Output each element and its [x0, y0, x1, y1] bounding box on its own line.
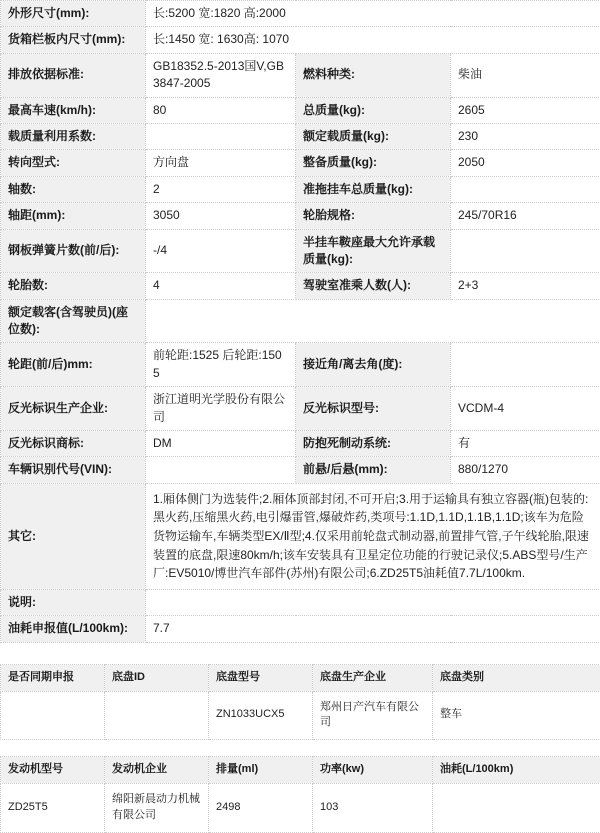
spec-value-approach-departure-angle	[451, 343, 600, 387]
spec-value-curb-weight: 2050	[451, 150, 600, 176]
table-row	[1, 1, 600, 27]
spec-value-trailer-total-mass	[451, 176, 600, 202]
chassis-header-model: 底盘型号	[209, 664, 313, 691]
chassis-cell-manufacturer: 郑州日产汽车有限公司	[313, 691, 433, 740]
chassis-header-same-period: 是否同期申报	[1, 664, 105, 691]
engine-cell-power: 103	[313, 784, 433, 833]
spec-label-max-speed: 最高车速(km/h):	[1, 97, 146, 123]
spec-label-reflective-marking-manufacturer: 反光标识生产企业:	[1, 387, 146, 431]
chassis-header-id: 底盘ID	[105, 664, 209, 691]
spec-value-front-rear-overhang: 880/1270	[451, 457, 600, 483]
spec-label-wheelbase: 轴距(mm):	[1, 203, 146, 229]
spec-value-fuel-type: 柴油	[451, 53, 600, 97]
spec-value-declared-fuel-consumption: 7.7	[146, 616, 600, 642]
table-row	[1, 589, 600, 615]
engine-cell-model: ZD25T5	[1, 784, 105, 833]
spec-value-cab-passengers: 2+3	[451, 273, 600, 299]
spec-label-leaf-springs: 钢板弹簧片数(前/后):	[1, 229, 146, 273]
table-row	[1, 343, 600, 387]
spec-label-steering-type: 转向型式:	[1, 150, 146, 176]
spec-label-track-width: 轮距(前/后)mm:	[1, 343, 146, 387]
spec-value-load-utilization	[146, 123, 296, 149]
spec-label-reflective-marking-brand: 反光标识商标:	[1, 431, 146, 457]
chassis-cell-model: ZN1033UCX5	[209, 691, 313, 740]
table-row	[1, 457, 600, 483]
spec-label-other: 其它:	[1, 483, 146, 589]
spec-value-cargo-inner-dimensions: 长:1450 宽: 1630高: 1070	[146, 27, 600, 53]
table-row	[1, 784, 600, 833]
spec-label-declared-fuel-consumption: 油耗申报值(L/100km):	[1, 616, 146, 642]
table-row	[1, 273, 600, 299]
engine-header-power: 功率(kw)	[313, 757, 433, 784]
spec-label-tire-count: 轮胎数:	[1, 273, 146, 299]
table-row	[1, 150, 600, 176]
table-row	[1, 483, 600, 589]
chassis-header-manufacturer: 底盘生产企业	[313, 664, 433, 691]
spec-label-vin: 车辆识别代号(VIN):	[1, 457, 146, 483]
spec-value-vin	[146, 457, 296, 483]
table-row	[1, 616, 600, 642]
table-row	[1, 123, 600, 149]
engine-cell-manufacturer: 绵阳新晨动力机械有限公司	[105, 784, 209, 833]
spec-value-reflective-marking-brand: DM	[146, 431, 296, 457]
spec-value-exterior-dimensions: 长:5200 宽:1820 高:2000	[146, 1, 600, 27]
spec-label-tire-spec: 轮胎规格:	[296, 203, 451, 229]
table-row	[1, 176, 600, 202]
spec-value-saddle-max-load	[451, 229, 600, 273]
spec-label-reflective-marking-model: 反光标识型号:	[296, 387, 451, 431]
chassis-table	[0, 664, 600, 741]
spec-value-emission-standard: GB18352.5-2013国V,GB3847-2005	[146, 53, 296, 97]
spec-value-abs-system: 有	[451, 431, 600, 457]
table-row	[1, 387, 600, 431]
spec-label-remarks: 说明:	[1, 589, 146, 615]
spec-value-reflective-marking-manufacturer: 浙江道明光学股份有限公司	[146, 387, 296, 431]
spec-value-axle-count: 2	[146, 176, 296, 202]
spec-value-track-width: 前轮距:1525 后轮距:1505	[146, 343, 296, 387]
spec-label-rated-seats: 额定载客(含驾驶员)(座位数):	[1, 299, 146, 343]
table-row	[1, 97, 600, 123]
engine-table	[0, 756, 600, 833]
spec-label-total-mass: 总质量(kg):	[296, 97, 451, 123]
spec-value-leaf-springs: -/4	[146, 229, 296, 273]
spec-label-cargo-inner-dimensions: 货箱栏板内尺寸(mm):	[1, 27, 146, 53]
table-header-row	[1, 664, 600, 691]
spec-label-exterior-dimensions: 外形尺寸(mm):	[1, 1, 146, 27]
spec-label-rated-load: 额定载质量(kg):	[296, 123, 451, 149]
spec-value-wheelbase: 3050	[146, 203, 296, 229]
spec-value-remarks	[146, 589, 600, 615]
engine-header-model: 发动机型号	[1, 757, 105, 784]
table-row	[1, 203, 600, 229]
spec-label-fuel-type: 燃料种类:	[296, 53, 451, 97]
engine-cell-fuel-consumption	[433, 784, 600, 833]
spec-label-approach-departure-angle: 接近角/离去角(度):	[296, 343, 451, 387]
table-row	[1, 691, 600, 740]
chassis-header-category: 底盘类别	[433, 664, 600, 691]
engine-header-manufacturer: 发动机企业	[105, 757, 209, 784]
spec-label-emission-standard: 排放依据标准:	[1, 53, 146, 97]
spec-label-abs-system: 防抱死制动系统:	[296, 431, 451, 457]
spec-label-load-utilization: 载质量利用系数:	[1, 123, 146, 149]
spec-label-saddle-max-load: 半挂车鞍座最大允许承载质量(kg):	[296, 229, 451, 273]
spec-value-reflective-marking-model: VCDM-4	[451, 387, 600, 431]
table-header-row	[1, 757, 600, 784]
table-row	[1, 299, 600, 343]
spec-value-tire-count: 4	[146, 273, 296, 299]
engine-cell-displacement: 2498	[209, 784, 313, 833]
table-row	[1, 27, 600, 53]
spec-value-max-speed: 80	[146, 97, 296, 123]
spec-label-curb-weight: 整备质量(kg):	[296, 150, 451, 176]
table-row	[1, 53, 600, 97]
spec-label-cab-passengers: 驾驶室准乘人数(人):	[296, 273, 451, 299]
chassis-cell-id	[105, 691, 209, 740]
spec-value-steering-type: 方向盘	[146, 150, 296, 176]
engine-header-displacement: 排量(ml)	[209, 757, 313, 784]
spec-label-trailer-total-mass: 准拖挂车总质量(kg):	[296, 176, 451, 202]
spec-label-front-rear-overhang: 前悬/后悬(mm):	[296, 457, 451, 483]
engine-header-fuel-consumption: 油耗(L/100km)	[433, 757, 600, 784]
spec-value-tire-spec: 245/70R16	[451, 203, 600, 229]
table-row	[1, 431, 600, 457]
spec-value-other: 1.厢体侧门为选装件;2.厢体顶部封闭,不可开启;3.用于运输具有独立容器(瓶)包装的:黑火药,压缩黑火药,电引爆雷管,爆破炸药,类项号:1.1D,1.1D,1.1B,1.1D;该车为危险货物运输车,车辆类型EX/Ⅱ型;4.仅采用前轮盘式制动器,前置排气管,子午线轮胎,限速装置的底盘,限速80km/h;该车安装具有卫星定位功能的行驶记录仪;5.ABS型号/生产厂:EV5010/博世汽车部件(苏州)有限公司;6.ZD25T5油耗值7.7L/100km.	[146, 483, 600, 589]
spec-label-axle-count: 轴数:	[1, 176, 146, 202]
chassis-cell-same-period	[1, 691, 105, 740]
table-row	[1, 229, 600, 273]
spec-value-rated-seats	[146, 299, 600, 343]
chassis-cell-category: 整车	[433, 691, 600, 740]
spec-value-rated-load: 230	[451, 123, 600, 149]
spec-value-total-mass: 2605	[451, 97, 600, 123]
